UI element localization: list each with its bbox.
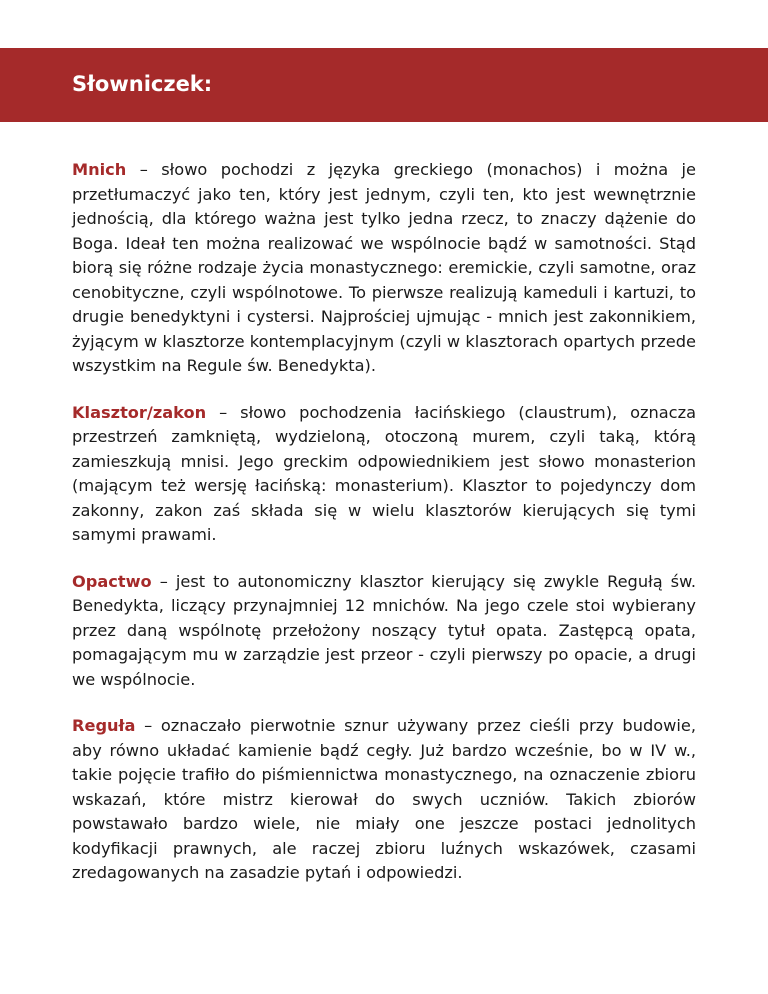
glossary: [72, 158, 696, 908]
glossary-definition: – słowo pochodzenia łacińskiego (claustrum), oznacza przestrzeń zamkniętą, wydzieloną, otoczoną murem, czyli taką, którą zamieszkują mnisi. Jego greckim odpowiednikiem jest słowo monasterion (mającym też wersję łacińską: monasterium). Klasztor to pojedynczy dom zakonny, zakon zaś składa się w wielu klasztorów kierujących się tymi samymi prawami.: [72, 402, 696, 544]
glossary-entry-opactwo: [72, 570, 696, 693]
glossary-term: Klasztor/zakon: [72, 402, 207, 422]
header-band: [0, 48, 768, 122]
glossary-term: Opactwo: [72, 571, 152, 591]
glossary-entry-klasztor: [72, 401, 696, 548]
glossary-definition: – jest to autonomiczny klasztor kierujący się zwykle Regułą św. Benedykta, liczący przynajmniej 12 mnichów. Na jego czele stoi wybierany przez daną wspólnotę przełożony noszący tytuł opata. Zastępcą opata, pomagającym mu w zarządzie jest przeor - czyli pierwszy po opacie, a drugi we wspólnocie.: [72, 571, 696, 689]
page-title: Słowniczek:: [72, 72, 213, 96]
glossary-definition: – słowo pochodzi z języka greckiego (monachos) i można je przetłumaczyć jako ten, który jest jednym, czyli ten, kto jest wewnętrznie jednością, dla którego ważna jest tylko jedna rzecz, to znaczy dążenie do Boga. Ideał ten można realizować we wspólnocie bądź w samotności. Stąd biorą się różne rodzaje życia monastycznego: eremickie, czyli samotne, oraz cenobityczne, czyli wspólnotowe. To pierwsze realizują kameduli i kartuzi, to drugie benedyktyni i cystersi. Najprościej ujmując - mnich jest zakonnikiem, żyjącym w klasztorze kontemplacyjnym (czyli w klasztorach opartych przede wszystkim na Regule św. Benedykta).: [72, 160, 696, 375]
glossary-entry-mnich: [72, 158, 696, 379]
glossary-term: Mnich: [72, 160, 127, 179]
glossary-term: Reguła: [72, 716, 136, 735]
glossary-entry-regula: [72, 714, 696, 886]
glossary-definition: – oznaczało pierwotnie sznur używany przez cieśli przy budowie, aby równo układać kamienie bądź cegły. Już bardzo wcześnie, bo w IV w., takie pojęcie trafiło do piśmiennictwa monastycznego, na oznaczenie zbioru wskazań, które mistrz kierował do swych uczniów. Takich zbiorów powstawało bardzo wiele, nie miały one jeszcze postaci jednolitych kodyfikacji prawnych, ale raczej zbioru luźnych wskazówek, czasami zredagowanych na zasadzie pytań i odpowiedzi.: [72, 716, 696, 882]
